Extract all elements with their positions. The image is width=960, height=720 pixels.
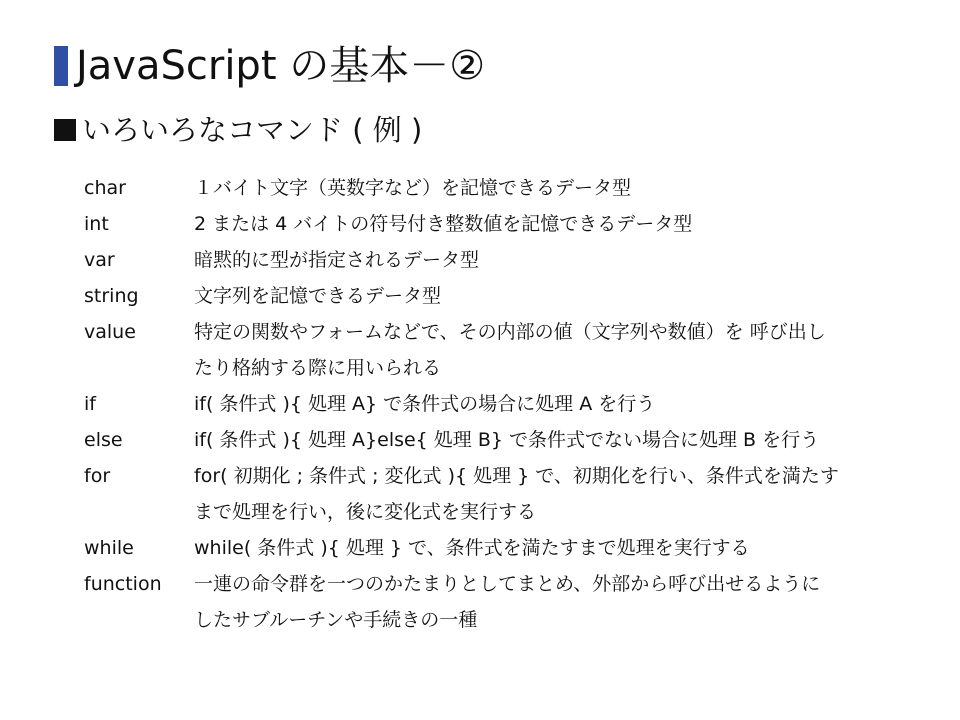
description-line: 暗黙的に型が指定されるデータ型: [194, 249, 480, 271]
description-line: while( 条件式 ){ 処理 } で、条件式を満たすまで処理を実行する: [194, 537, 750, 559]
command-name: string: [84, 285, 139, 307]
command-description: [194, 386, 914, 422]
description-line: if( 条件式 ){ 処理 A} で条件式の場合に処理 A を行う: [194, 393, 656, 415]
command-description: [194, 242, 914, 278]
description-line: したサブルーチンや手続きの一種: [194, 609, 478, 631]
description-line: １バイト文字（英数字など）を記憶できるデータ型: [194, 177, 632, 199]
description-line: for( 初期化 ; 条件式 ; 変化式 ){ 処理 } で、初期化を行い、条件式を満たす: [194, 465, 839, 487]
command-name: if: [84, 393, 96, 415]
command-description: [194, 530, 914, 566]
command-row-var: [84, 242, 914, 278]
description-line: 特定の関数やフォームなどで、その内部の値（文字列や数値）を 呼び出し: [194, 321, 826, 343]
command-name: int: [84, 213, 109, 235]
description-line: if( 条件式 ){ 処理 A}else{ 処理 B} で条件式でない場合に処理 B を行う: [194, 429, 820, 451]
command-name: char: [84, 177, 126, 199]
description-line: たり格納する際に用いられる: [194, 357, 442, 379]
command-name: else: [84, 429, 123, 451]
title-accent-bar: [54, 46, 68, 86]
command-description: [194, 422, 914, 458]
command-row-value: [84, 314, 914, 386]
command-name: var: [84, 249, 115, 271]
command-row-else: [84, 422, 914, 458]
command-description: [194, 278, 914, 314]
description-line: 一連の命令群を一つのかたまりとしてまとめ、外部から呼び出せるように: [194, 573, 821, 595]
bullet-square-icon: [54, 119, 76, 141]
command-description: [194, 206, 914, 242]
command-name: for: [84, 465, 111, 487]
command-description: [194, 314, 914, 386]
command-list: [84, 170, 914, 638]
command-name: while: [84, 537, 134, 559]
command-row-int: [84, 206, 914, 242]
command-description: [194, 566, 914, 638]
slide-title: JavaScript の基本－②: [76, 43, 486, 89]
command-row-string: [84, 278, 914, 314]
description-line: まで処理を行い，後に変化式を実行する: [194, 501, 537, 523]
command-row-char: [84, 170, 914, 206]
command-row-while: [84, 530, 914, 566]
command-name: value: [84, 321, 136, 343]
command-row-for: [84, 458, 914, 530]
subtitle-text: いろいろなコマンド ( 例 ): [82, 113, 423, 147]
description-line: 文字列を記憶できるデータ型: [194, 285, 442, 307]
command-name: function: [84, 573, 162, 595]
title-row: [54, 40, 485, 92]
command-row-function: [84, 566, 914, 638]
command-row-if: [84, 386, 914, 422]
description-line: 2 または 4 バイトの符号付き整数値を記憶できるデータ型: [194, 213, 693, 235]
command-description: [194, 170, 914, 206]
slide-subtitle: [54, 110, 422, 150]
command-description: [194, 458, 914, 530]
